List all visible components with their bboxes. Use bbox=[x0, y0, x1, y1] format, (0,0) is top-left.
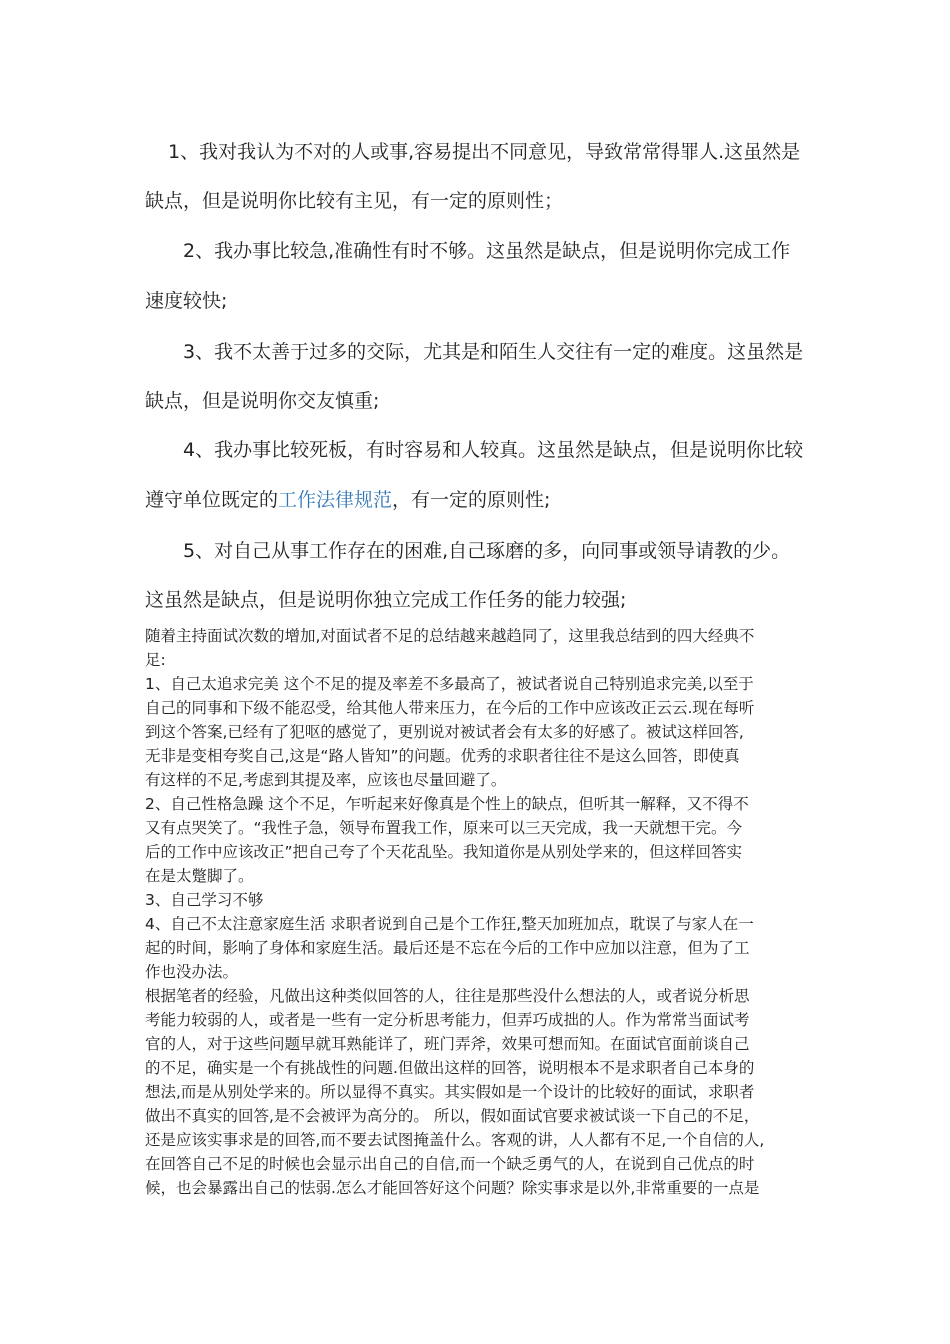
body-line: 在回答自己不足的时候也会显示出自己的自信,而一个缺乏勇气的人，在说到自己优点的时 bbox=[145, 1155, 755, 1173]
item-3-line-2: 缺点，但是说明你交友慎重; bbox=[145, 390, 380, 412]
body-line: 后的工作中应该改正”把自己夸了个天花乱坠。我知道你是从别处学来的，但这样回答实 bbox=[145, 843, 743, 861]
item-5-line-1: 5、对自己从事工作存在的困难,自己琢磨的多，向同事或领导请教的少。 bbox=[183, 540, 791, 562]
body-line: 足: bbox=[145, 651, 166, 669]
body-line: 2、自己性格急躁 这个不足，乍听起来好像真是个性上的缺点，但听其一解释，又不得不 bbox=[145, 795, 749, 813]
body-line: 自己的同事和下级不能忍受，给其他人带来压力，在今后的工作中应该改正云云.现在每听 bbox=[145, 699, 755, 717]
body-line: 到这个答案,已经有了犯呕的感觉了，更别说对被试者会有太多的好感了。被试这样回答, bbox=[145, 723, 744, 741]
body-line: 1、自己太追求完美 这个不足的提及率差不多最高了，被试者说自己特别追求完美,以至于 bbox=[145, 675, 754, 693]
body-line: 起的时间，影响了身体和家庭生活。最后还是不忘在今后的工作中应加以注意，但为了工 bbox=[145, 939, 750, 957]
body-line: 还是应该实事求是的回答,而不要去试图掩盖什么。客观的讲，人人都有不足,一个自信的人, bbox=[145, 1131, 765, 1149]
item-2-line-2: 速度较快; bbox=[145, 290, 228, 312]
body-line: 又有点哭笑了。“我性子急，领导布置我工作，原来可以三天完成，我一天就想干完。今 bbox=[145, 819, 743, 837]
item-1-line-2: 缺点，但是说明你比较有主见，有一定的原则性； bbox=[145, 190, 564, 212]
body-line: 随着主持面试次数的增加,对面试者不足的总结越来越趋同了，这里我总结到的四大经典不 bbox=[145, 627, 755, 645]
item-4-line-2 bbox=[145, 488, 550, 512]
body-line: 做出不真实的回答,是不会被评为高分的。 所以，假如面试官要求被试谈一下自己的不足， bbox=[145, 1107, 760, 1125]
body-line: 根据笔者的经验，凡做出这种类似回答的人，往往是那些没什么想法的人，或者说分析思 bbox=[145, 987, 750, 1005]
item-1-line-1: 1、我对我认为不对的人或事,容易提出不同意见，导致常常得罪人.这虽然是 bbox=[168, 141, 801, 163]
body-line: 3、自己学习不够 bbox=[145, 891, 264, 909]
body-line: 官的人，对于这些问题早就耳熟能详了，班门弄斧，效果可想而知。在面试官面前谈自己 bbox=[145, 1035, 750, 1053]
item-4-line-2-suffix: ，有一定的原则性; bbox=[392, 489, 551, 511]
work-law-norms-link[interactable]: 工作法律规范 bbox=[278, 489, 393, 511]
body-line: 候，也会暴露出自己的怯弱.怎么才能回答好这个问题？除实事求是以外,非常重要的一点是 bbox=[145, 1179, 760, 1197]
item-5-line-2: 这虽然是缺点，但是说明你独立完成工作任务的能力较强; bbox=[145, 589, 627, 611]
body-line: 作也没办法。 bbox=[145, 963, 239, 981]
item-2-line-1: 2、我办事比较急,准确性有时不够。这虽然是缺点，但是说明你完成工作 bbox=[183, 240, 791, 262]
body-line: 无非是变相夸奖自己,这是“路人皆知”的问题。优秀的求职者往往不是这么回答，即使真 bbox=[145, 747, 740, 765]
body-line: 的不足，确实是一个有挑战性的问题.但做出这样的回答，说明根本不是求职者自己本身的 bbox=[145, 1059, 755, 1077]
item-3-line-1: 3、我不太善于过多的交际，尤其是和陌生人交往有一定的难度。这虽然是 bbox=[183, 341, 804, 363]
item-4-line-2-prefix: 遵守单位既定的 bbox=[145, 489, 279, 511]
item-4-line-1: 4、我办事比较死板，有时容易和人较真。这虽然是缺点，但是说明你比较 bbox=[183, 439, 804, 461]
body-line: 在是太蹩脚了。 bbox=[145, 867, 254, 885]
body-line: 4、自己不太注意家庭生活 求职者说到自己是个工作狂,整天加班加点，耽误了与家人在一 bbox=[145, 915, 754, 933]
body-line: 想法,而是从别处学来的。所以显得不真实。其实假如是一个设计的比较好的面试，求职者 bbox=[145, 1083, 755, 1101]
body-line: 考能力较弱的人，或者是一些有一定分析思考能力，但弄巧成拙的人。作为常常当面试考 bbox=[145, 1011, 750, 1029]
body-line: 有这样的不足,考虑到其提及率，应该也尽量回避了。 bbox=[145, 771, 507, 789]
